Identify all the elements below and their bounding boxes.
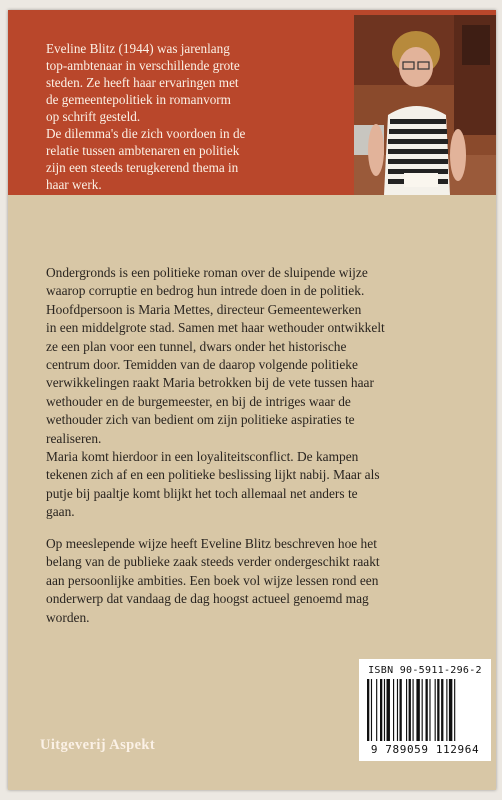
barcode	[359, 659, 491, 761]
author-bio: Eveline Blitz (1944) was jarenlang top-ambtenaar in verschillende grote steden. Ze heeft haar ervaringen met de gemeentepolitiek in romanvorm op schrift gesteld. De dilemma's die zich voordoen in de relatie tussen ambtenaren en politiek zijn een steeds terugkerend thema in haar werk.	[46, 41, 246, 192]
author-photo	[354, 15, 496, 195]
book-back-cover	[8, 10, 496, 790]
blurb-paragraph-1: Ondergronds is een politieke roman over de sluipende wijze waarop corruptie en bedrog hun intrede doen in de politiek. Hoofdpersoon is Maria Mettes, directeur Gemeentewerken in een middelgrote stad. Samen met haar wethouder ontwikkelt ze een plan voor een tunnel, dwars onder het historische centrum door. Temidden van de daarop volgende politieke verwikkelingen raakt Maria betrokken bij de vete tussen haar wethouder en de burgemeester, en bij de intriges waar de wethouder zich van bedient om zijn politieke aspiraties te realiseren. Maria komt hierdoor in een loyaliteitsconflict. De kampen tekenen zich af en een politieke beslissing lijkt nabij. Maar als putje bij paaltje komt blijkt het toch allemaal net anders te gaan.	[46, 265, 385, 520]
blurb-paragraph-2: Op meeslepende wijze heeft Eveline Blitz beschreven hoe het belang van de publieke zaak steeds verder ondergeschikt raakt aan persoonlijke ambities. Een boek vol wijze lessen rond een onderwerp dat vandaag de dag hoogst actueel genoemd mag worden.	[46, 536, 380, 625]
barcode-bars	[367, 679, 483, 741]
author-band	[8, 10, 496, 195]
ean-number: 9 789059 112964	[370, 743, 480, 756]
isbn-label: ISBN 90-5911-296-2	[368, 665, 482, 676]
publisher-logo: Uitgeverij Aspekt	[40, 737, 156, 753]
